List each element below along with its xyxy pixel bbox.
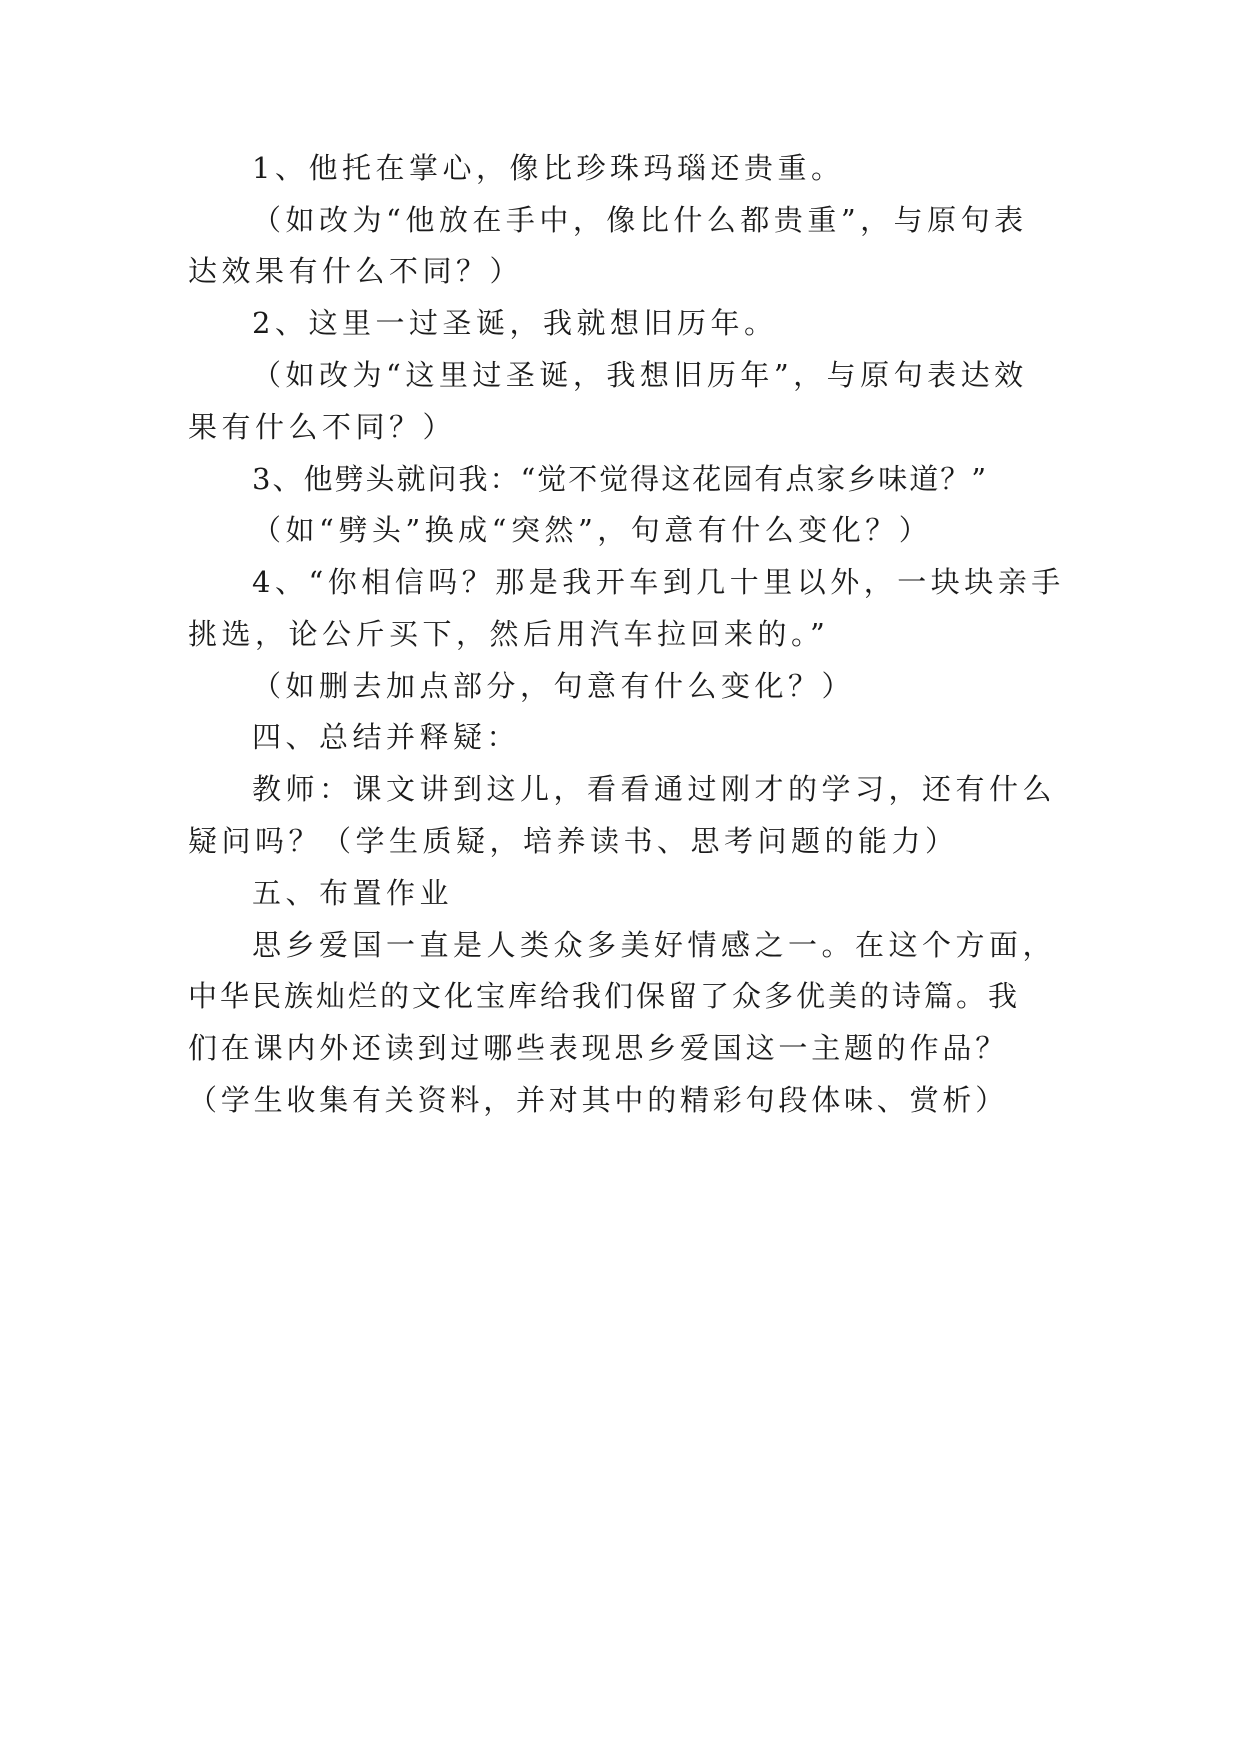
exercise-3-sentence: 3、他劈头就问我：“觉不觉得这花园有点家乡味道？” — [252, 462, 989, 496]
exercise-4-sentence: 4、“你相信吗？那是我开车到几十里以外，一块块亲手 — [252, 565, 1065, 599]
exercise-2-sentence: 2、这里一过圣诞，我就想旧历年。 — [252, 306, 778, 340]
exercise-1-sentence: 1、他托在掌心，像比珍珠玛瑙还贵重。 — [252, 151, 845, 185]
exercise-4-question: （如删去加点部分，句意有什么变化？） — [252, 669, 856, 703]
exercise-1-question-cont: 达效果有什么不同？） — [188, 254, 524, 288]
homework-paragraph-line2: 中华民族灿烂的文化宝库给我们保留了众多优美的诗篇。我 — [188, 979, 1021, 1013]
section-4-heading: 四、总结并释疑： — [252, 720, 521, 754]
homework-paragraph: 思乡爱国一直是人类众多美好情感之一。在这个方面， — [252, 928, 1057, 962]
exercise-2-question: （如改为“这里过圣诞，我想旧历年”，与原句表达效 — [252, 358, 1028, 392]
teacher-paragraph: 教师：课文讲到这儿，看看通过刚才的学习，还有什么 — [252, 772, 1057, 806]
teacher-paragraph-cont: 疑问吗？（学生质疑，培养读书、思考问题的能力） — [188, 824, 959, 858]
exercise-3-question: （如“劈头”换成“突然”，句意有什么变化？） — [252, 513, 933, 547]
exercise-1-question: （如改为“他放在手中，像比什么都贵重”，与原句表 — [252, 203, 1028, 237]
exercise-4-sentence-cont: 挑选，论公斤买下，然后用汽车拉回来的。” — [188, 617, 830, 651]
section-5-heading: 五、布置作业 — [252, 876, 454, 910]
homework-paragraph-line4: （学生收集有关资料，并对其中的精彩句段体味、赏析） — [188, 1083, 1009, 1117]
homework-paragraph-line3: 们在课内外还读到过哪些表现思乡爱国这一主题的作品？ — [188, 1031, 1009, 1065]
exercise-2-question-cont: 果有什么不同？） — [188, 410, 457, 444]
